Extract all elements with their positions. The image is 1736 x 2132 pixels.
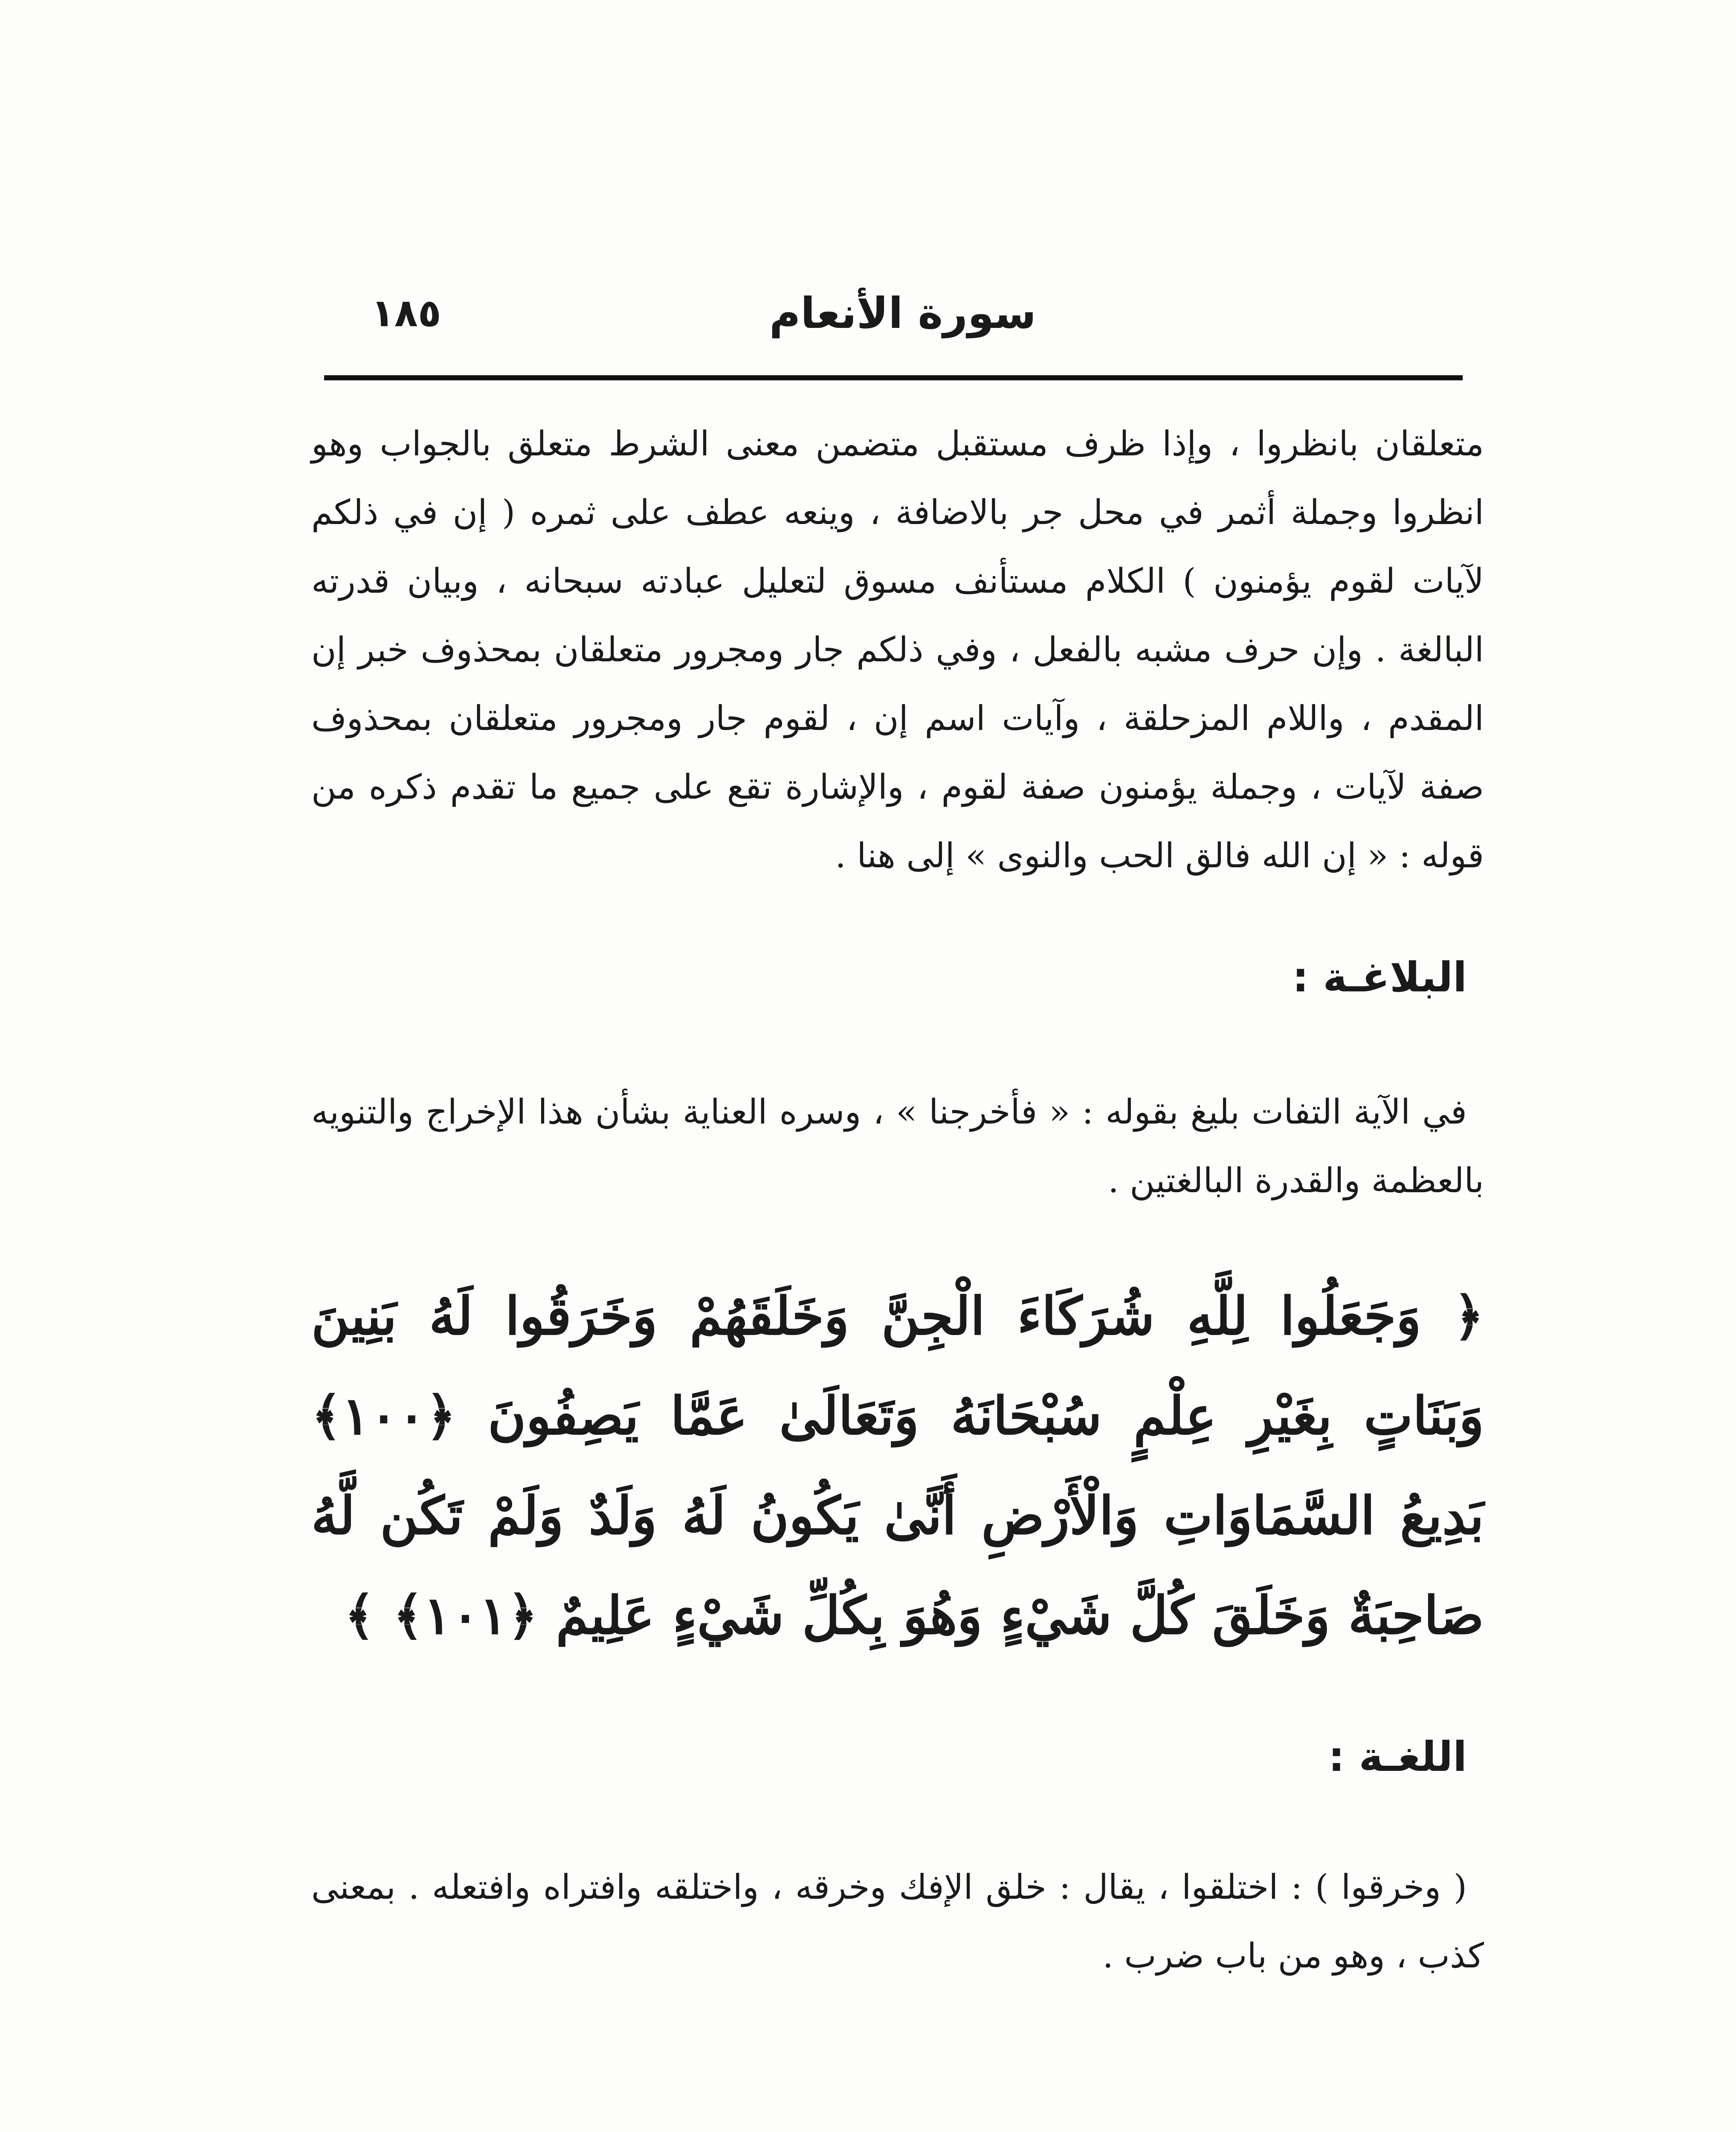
page-header xyxy=(324,281,1463,345)
i3rab-paragraph: متعلقان بانظروا ، وإذا ظرف مستقبل متضمن معنى الشرط متعلق بالجواب وهو انظروا وجملة أثمر في محل جر بالاضافة ، وينعه عطف على ثمره ( إن في ذلكم لآيات لقوم يؤمنون ) الكلام مستأنف مسوق لتعليل عبادته سبحانه ، وبيان قدرته البالغة . وإن حرف مشبه بالفعل ، وفي ذلكم جار ومجرور متعلقان بمحذوف خبر إن المقدم ، واللام المزحلقة ، وآيات اسم إن ، لقوم جار ومجرور متعلقان بمحذوف صفة لآيات ، وجملة يؤمنون صفة لقوم ، والإشارة تقع على جميع ما تقدم ذكره من قوله : « إن الله فالق الحب والنوى » إلى هنا . xyxy=(311,424,1484,875)
lugha-heading: اللغـة : xyxy=(1328,1733,1467,1781)
quran-verse: ﴿ وَجَعَلُوا لِلَّهِ شُرَكَاءَ الْجِنَّ وَخَلَقَهُمْ وَخَرَقُوا لَهُ بَنِينَ وَبَنَاتٍ بِغَيْرِ عِلْمٍ سُبْحَانَهُ وَتَعَالَىٰ عَمَّا يَصِفُونَ ﴿١٠٠﴾ بَدِيعُ السَّمَاوَاتِ وَالْأَرْضِ أَنَّىٰ يَكُونُ لَهُ وَلَدٌ وَلَمْ تَكُن لَّهُ صَاحِبَةٌ وَخَلَقَ كُلَّ شَيْءٍ وَهُوَ بِكُلِّ شَيْءٍ عَلِيمٌ ﴿١٠١﴾ ﴾ xyxy=(311,1285,1484,1646)
surah-title: سورة الأنعام xyxy=(769,288,1036,338)
lugha-paragraph: ( وخرقوا ) : اختلقوا ، يقال : خلق الإفك وخرقه ، واختلقه وافتراه وافتعله . بمعنى كذب ، وهو من باب ضرب . xyxy=(311,1867,1484,1976)
page-number: ١٨٥ xyxy=(371,291,441,336)
header-divider xyxy=(324,375,1463,380)
balagha-heading: البلاغـة : xyxy=(1292,953,1467,1001)
balagha-paragraph: في الآية التفات بليغ بقوله : « فأخرجنا » ، وسره العناية بشأن هذا الإخراج والتنويه بالعظمة والقدرة البالغتين . xyxy=(311,1092,1484,1200)
page-body xyxy=(311,409,1484,1990)
